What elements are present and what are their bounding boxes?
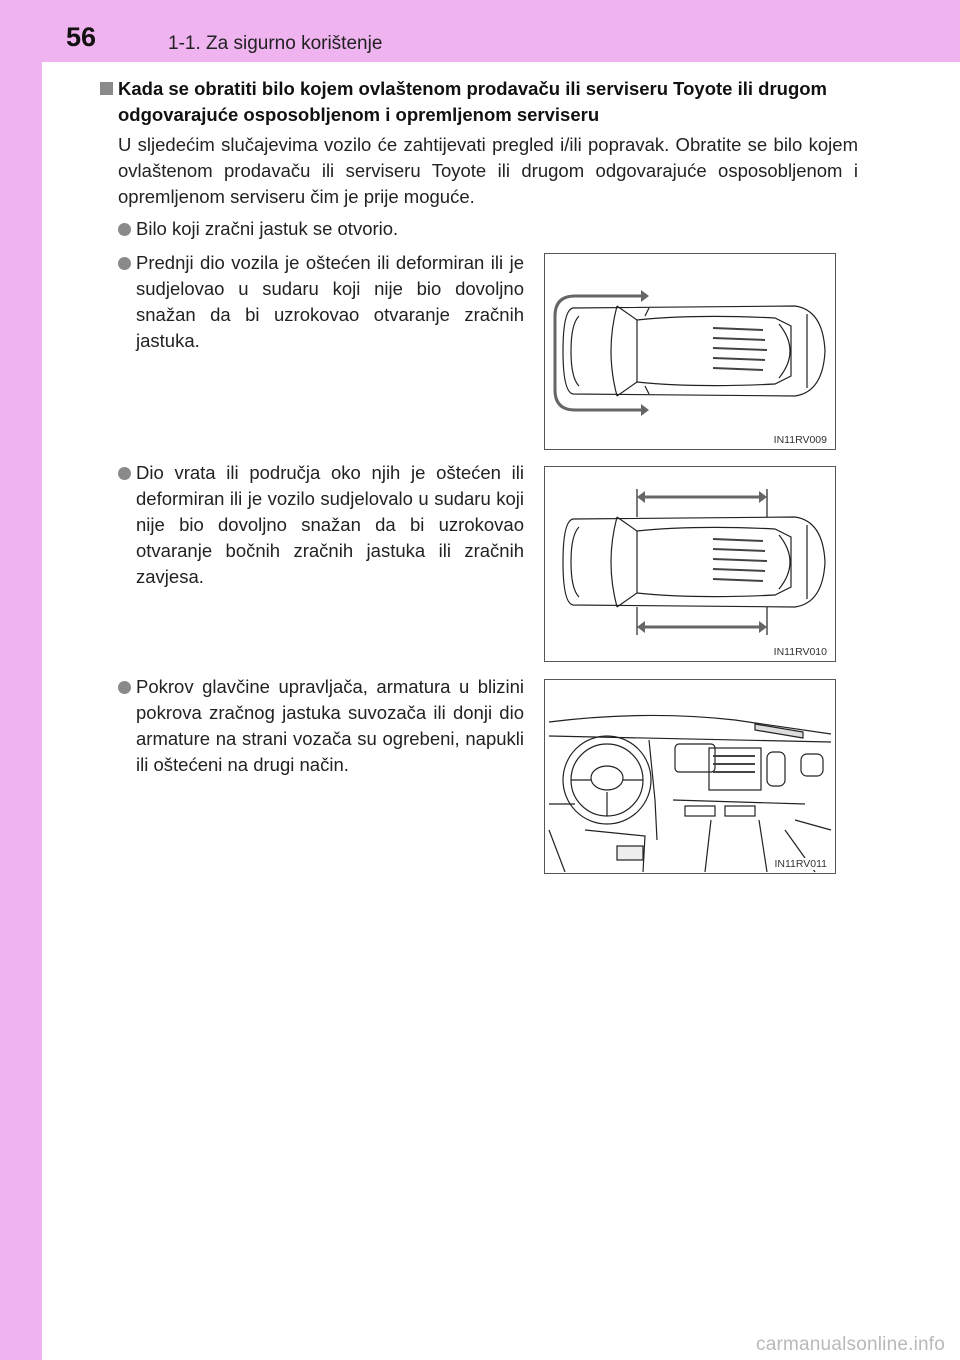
page-number: 56 [66,22,97,52]
chapter-side-strip [0,0,42,1360]
car-top-view-front-illustration [545,254,835,449]
list-item [118,674,524,778]
list-item [118,216,878,242]
dashboard-illustration [545,680,835,873]
figure-dashboard [544,679,836,874]
section-heading [100,76,870,128]
bullet-icon [118,467,131,480]
bullet-icon [118,257,131,270]
list-item [118,250,524,354]
list-item [118,460,524,590]
bullet-icon [118,681,131,694]
bullet-text: Bilo koji zračni jastuk se otvorio. [136,218,399,239]
watermark: carmanualsonline.info [756,1334,946,1355]
figure-code: IN11RV009 [773,434,827,446]
bullet-icon [118,223,131,236]
figure-code: IN11RV010 [773,646,827,658]
figure-front-impact [544,253,836,450]
section-title: 1-1. Za sigurno korištenje [168,33,383,54]
figure-side-impact [544,466,836,662]
figure-code: IN11RV011 [774,858,827,870]
bullet-text: Prednji dio vozila je oštećen ili deformiran ili je sudjelovao u sudaru koji nije bio dovoljno snažan da bi uzrokovao otvaranje zračnih jastuka. [136,252,524,351]
heading-text: Kada se obratiti bilo kojem ovlaštenom prodavaču ili serviseru Toyote ili drugom odgovarajuće osposobljenom i opremljenom serviseru [118,78,827,125]
heading-square-icon [100,82,113,95]
car-top-view-side-illustration [545,467,835,661]
intro-paragraph: U sljedećim slučajevima vozilo će zahtijevati pregled i/ili popravak. Obratite se bilo kojem ovlaštenom prodavaču ili serviseru Toyote ili drugom odgovarajuće osposobljenom i opremljenom serviseru čim je prije moguće. [118,134,858,207]
bullet-text: Dio vrata ili područja oko njih je oštećen ili deformiran ili je vozilo sudjelovalo u sudaru koji nije bio dovoljno snažan da bi uzrokovao otvaranje bočnih zračnih jastuka ili zračnih zavjesa. [136,462,524,587]
bullet-text: Pokrov glavčine upravljača, armatura u blizini pokrova zračnog jastuka suvozača ili donji dio armature na strani vozača su ogrebeni, napukli ili oštećeni na drugi način. [136,676,524,775]
